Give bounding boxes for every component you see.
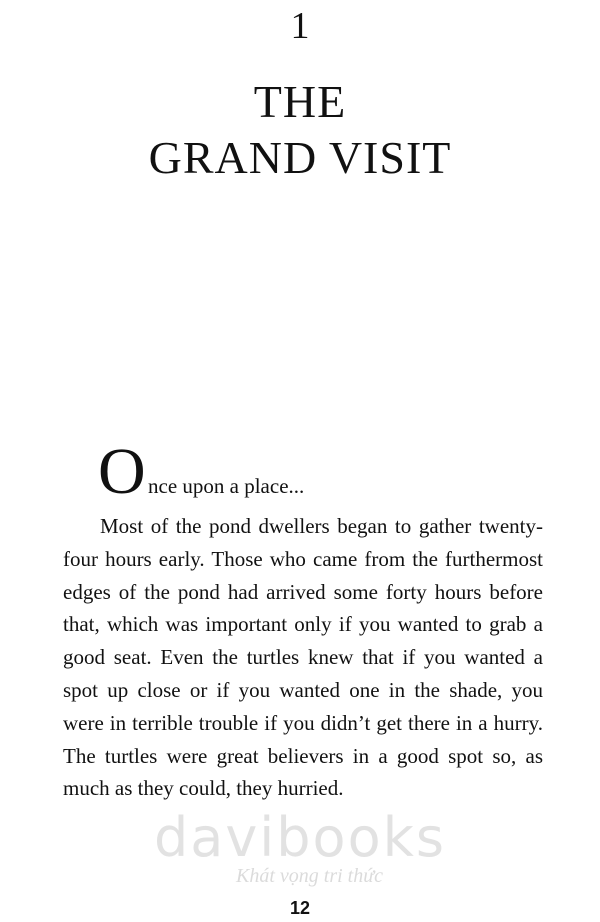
chapter-number: 1 <box>290 5 310 47</box>
opening-text: nce upon a place... <box>148 474 305 498</box>
drop-cap: O <box>98 435 146 508</box>
watermark-tagline: Khát vọng tri thức <box>236 865 384 887</box>
watermark <box>0 806 600 887</box>
chapter-title-line-1: THE <box>253 76 347 127</box>
body-text <box>63 510 543 805</box>
chapter-title <box>0 74 600 186</box>
chapter-title-line-2: GRAND VISIT <box>148 132 452 183</box>
watermark-brand: davibooks <box>153 806 447 869</box>
page-number: 12 <box>289 898 311 918</box>
paragraph: Most of the pond dwellers began to gather twenty-four hours early. Those who came from the furthermost edges of the pond had arrived some forty hours before that, which was important only if you wanted to grab a good seat. Even the turtles knew that if you wanted a spot up close or if you wanted one in the shade, you were in terrible trouble if you didn’t get there in a hurry. The turtles were great believers in a good spot so, as much as they could, they hurried. <box>63 514 543 801</box>
